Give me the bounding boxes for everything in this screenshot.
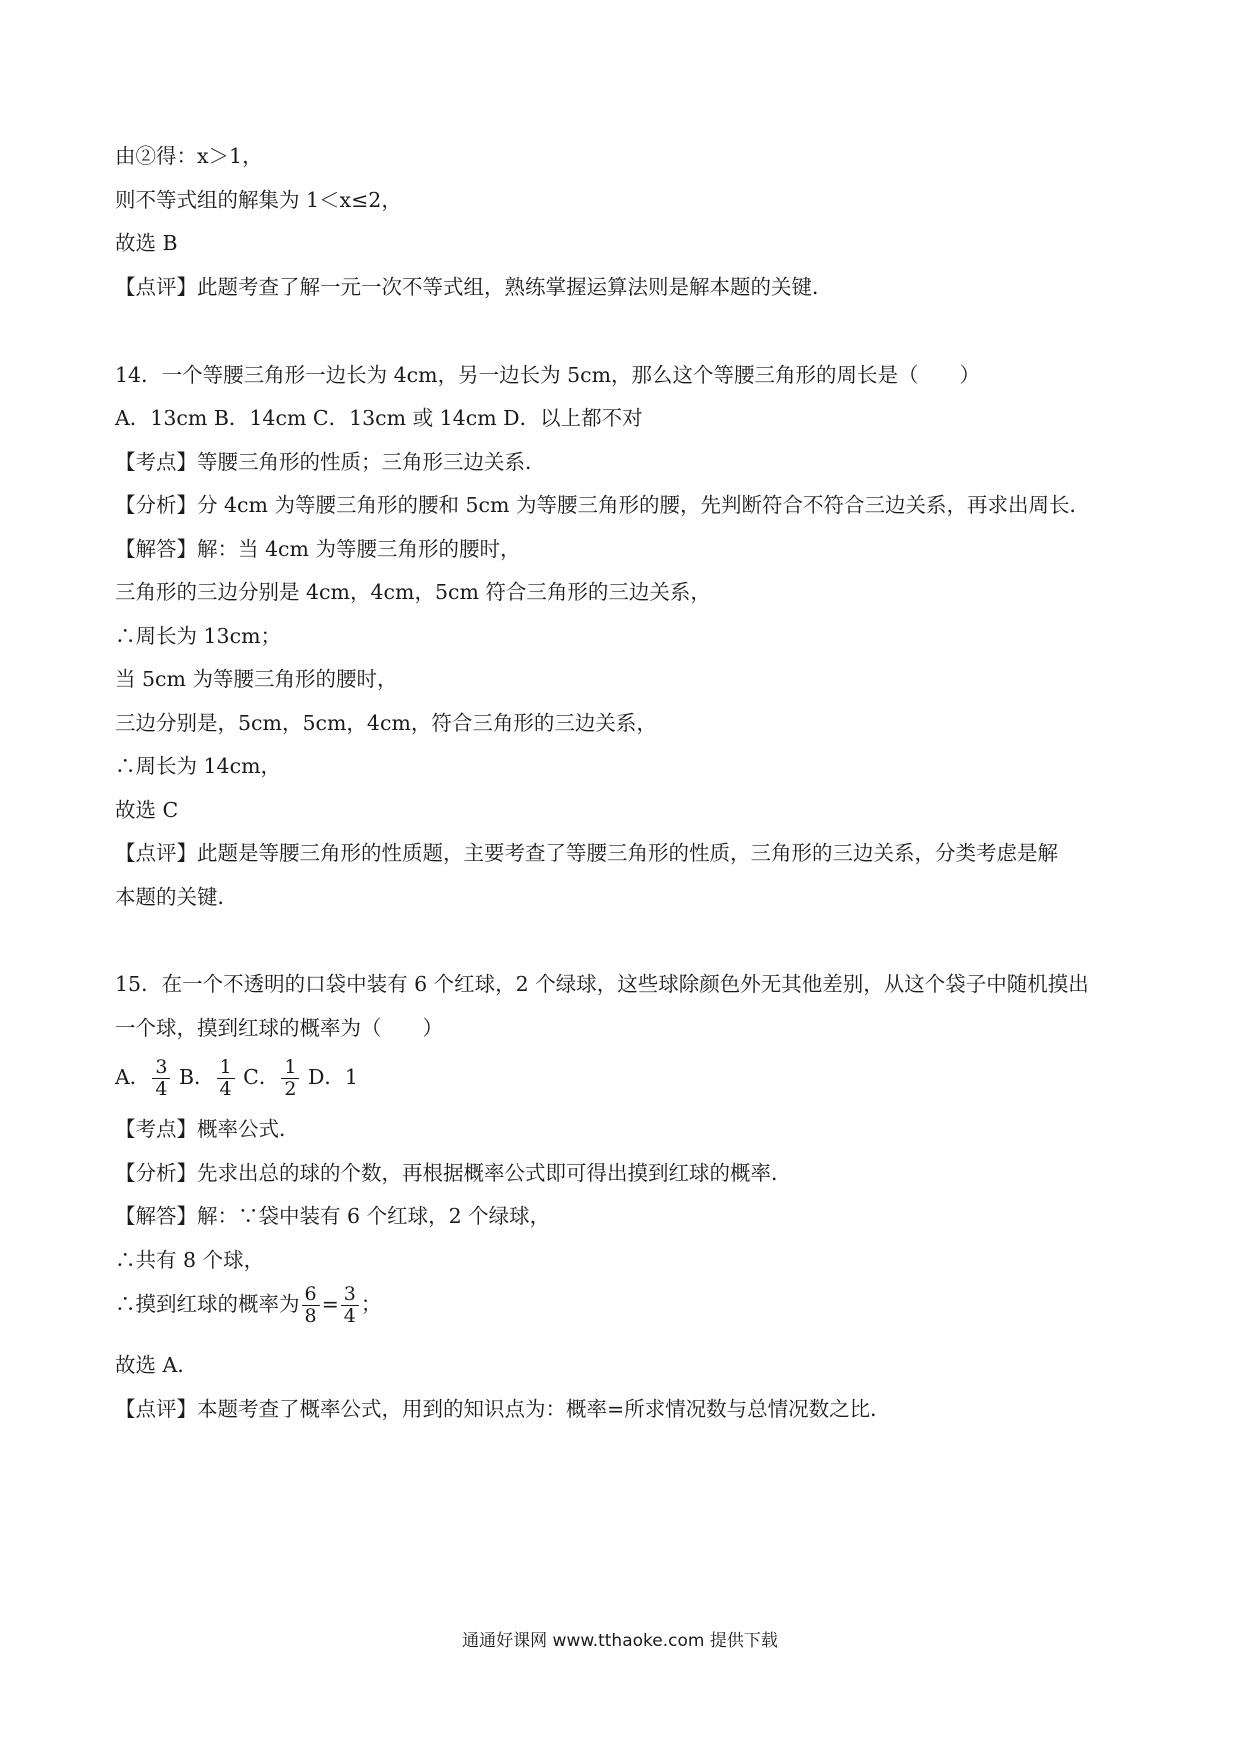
denominator: 8 xyxy=(304,1305,317,1327)
question-15-kaodian: 【考点】概率公式． xyxy=(115,1117,300,1141)
fraction xyxy=(302,1285,320,1326)
numerator: 1 xyxy=(284,1056,297,1078)
probability-prefix: ∴摸到红球的概率为 xyxy=(115,1292,300,1316)
fraction xyxy=(152,1058,170,1099)
solution-line: ∴共有 8 个球， xyxy=(115,1248,265,1272)
fraction xyxy=(281,1058,299,1099)
solution-line: 三角形的三边分别是 4cm，4cm，5cm 符合三角形的三边关系， xyxy=(115,580,711,604)
numerator: 1 xyxy=(219,1056,232,1078)
question-15-stem: 15．在一个不透明的口袋中装有 6 个红球，2 个绿球，这些球除颜色外无其他差别，从这个袋子中随机摸出 xyxy=(115,972,1089,996)
question-15-fenxi: 【分析】先求出总的球的个数，再根据概率公式即可得出摸到红球的概率． xyxy=(115,1161,792,1185)
question-15-stem-cont: 一个球，摸到红球的概率为（ ） xyxy=(115,1016,443,1040)
denominator: 4 xyxy=(343,1305,356,1327)
text-line: 则不等式组的解集为 1＜x≤2， xyxy=(115,188,402,212)
question-14-dianping: 【点评】此题是等腰三角形的性质题，主要考查了等腰三角形的性质，三角形的三边关系，分类考虑是解 xyxy=(115,841,1058,865)
page-footer: 通通好课网 www.tthaoke.com 提供下载 xyxy=(462,1631,778,1651)
solution-line: ∴周长为 13cm； xyxy=(115,624,282,648)
comment-line: 【点评】此题考查了解一元一次不等式组，熟练掌握运算法则是解本题的关键． xyxy=(115,275,833,299)
text-line: 故选 B xyxy=(115,231,178,255)
denominator: 4 xyxy=(219,1078,232,1100)
question-14-options: A．13cm B．14cm C．13cm 或 14cm D．以上都不对 xyxy=(115,406,643,430)
fraction xyxy=(217,1058,235,1099)
numerator: 6 xyxy=(304,1283,317,1305)
question-15-jieda: 【解答】解：∵袋中装有 6 个红球，2 个绿球， xyxy=(115,1204,551,1228)
solution-line: 三边分别是，5cm，5cm，4cm，符合三角形的三边关系， xyxy=(115,711,657,735)
denominator: 2 xyxy=(284,1078,297,1100)
question-14-dianping-cont: 本题的关键． xyxy=(115,885,238,909)
solution-line: 故选 C xyxy=(115,798,179,822)
question-14-jieda: 【解答】解：当 4cm 为等腰三角形的腰时， xyxy=(115,537,521,561)
numerator: 3 xyxy=(155,1056,168,1078)
option-d: D．1 xyxy=(307,1065,358,1089)
numerator: 3 xyxy=(343,1283,356,1305)
solution-line: 故选 A． xyxy=(115,1353,198,1377)
text-line: 由②得：x＞1， xyxy=(115,144,263,168)
option-c-label: C． xyxy=(243,1065,280,1089)
option-a-label: A． xyxy=(115,1065,151,1089)
question-14-stem: 14．一个等腰三角形一边长为 4cm，另一边长为 5cm，那么这个等腰三角形的周长是（ ） xyxy=(115,363,981,387)
question-14-kaodian: 【考点】等腰三角形的性质；三角形三边关系． xyxy=(115,450,546,474)
solution-line: 当 5cm 为等腰三角形的腰时， xyxy=(115,667,398,691)
denominator: 4 xyxy=(155,1078,168,1100)
question-15-options xyxy=(115,1047,358,1107)
solution-line-probability xyxy=(115,1274,381,1334)
fraction xyxy=(341,1285,359,1326)
equals-sign: = xyxy=(321,1292,339,1316)
probability-suffix: ； xyxy=(360,1292,382,1316)
solution-line: ∴周长为 14cm， xyxy=(115,754,282,778)
question-15-dianping: 【点评】本题考查了概率公式，用到的知识点为：概率=所求情况数与总情况数之比． xyxy=(115,1397,891,1421)
option-b-label: B． xyxy=(178,1065,215,1089)
question-14-fenxi: 【分析】分 4cm 为等腰三角形的腰和 5cm 为等腰三角形的腰，先判断符合不符合三边关系，再求出周长． xyxy=(115,493,1090,517)
